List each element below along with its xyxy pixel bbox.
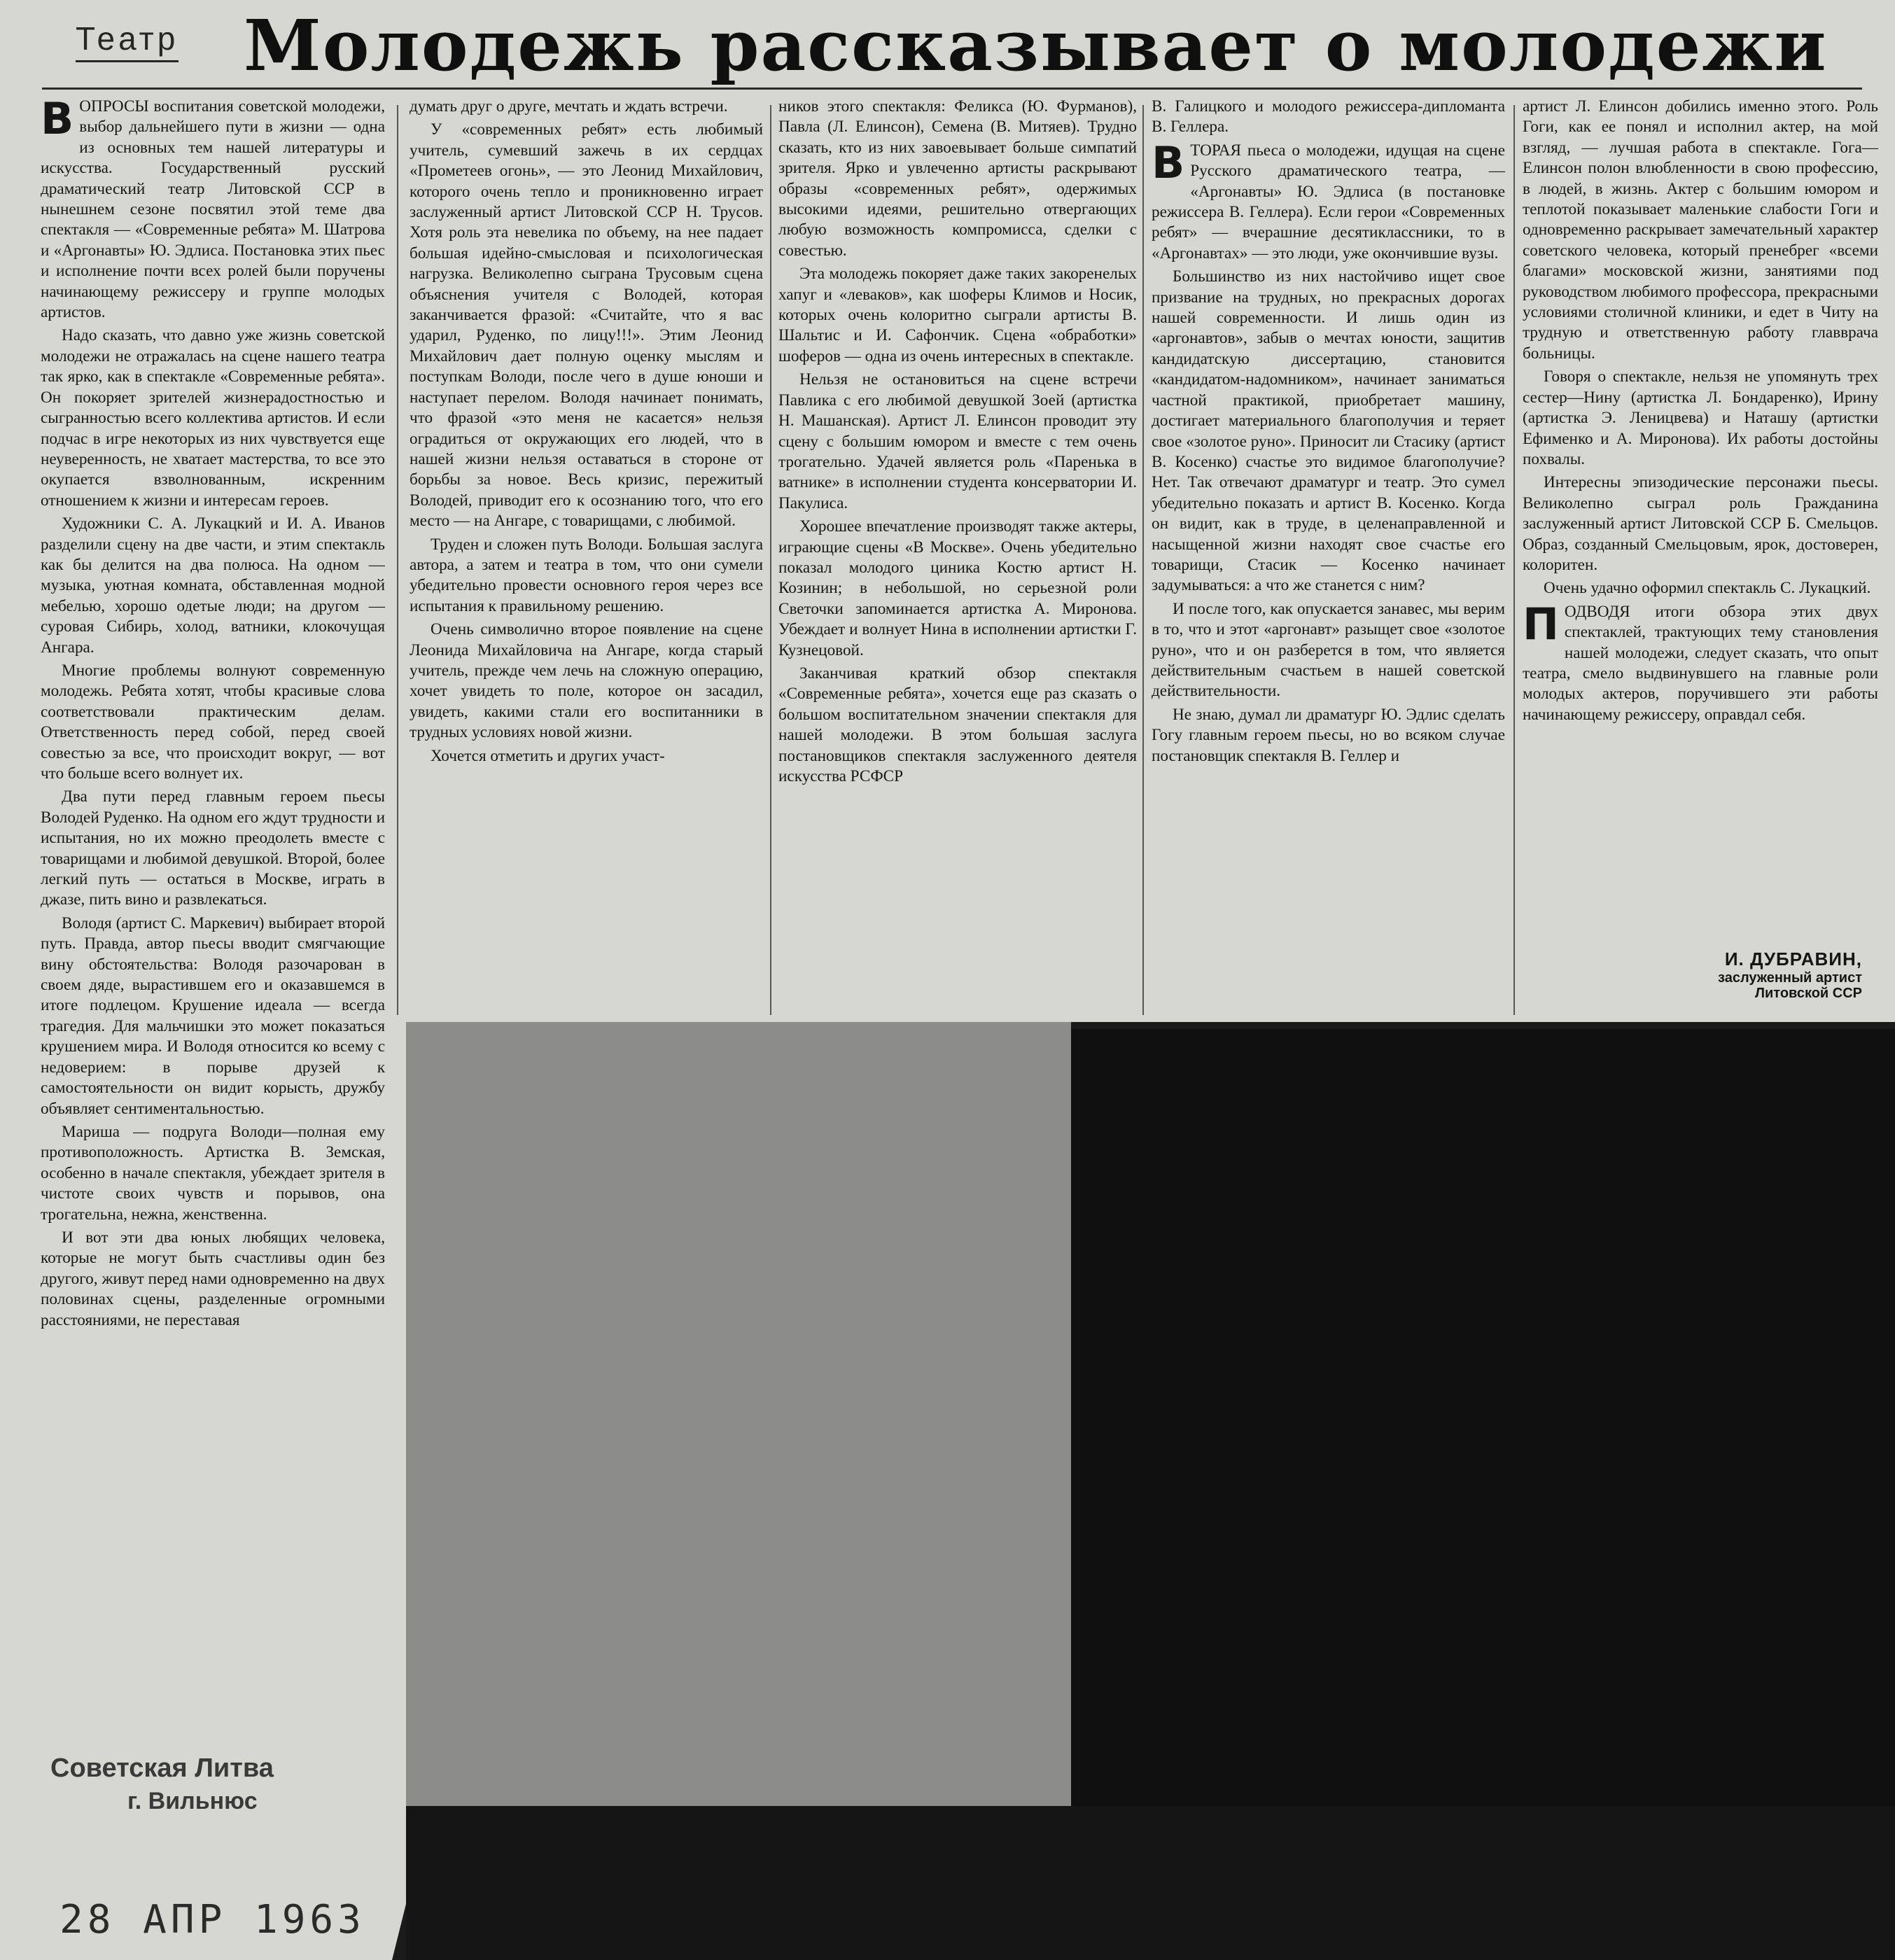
article-paragraph: [410, 120, 763, 531]
paragraph-text: Два пути перед главным героем пьесы Володей Руденко. На одном его ждут трудности и испытания, но их можно преодолеть вместе с товарищами и любимой девушкой. Второй, более легкий путь — остаться в Москве, играть в джазе, пить вино и развлекаться.: [41, 788, 385, 909]
paragraph-text: Хорошее впечатление производят также актеры, играющие сцены «В Москве». Очень убедительно показал молодого циника Костю артист Н. Козинин; в небольшой, но серьезной роли Светочки запоминается артистка А. Миронова. Убеждает и волнует Нина в исполнении артистки Г. Кузнецовой.: [778, 517, 1137, 659]
paragraph-text: ОДВОДЯ итоги обзора этих двух спектаклей, трактующих тему становления нашей молодежи, следует сказать, что опыт театра, смело выдвинувшего на главные роли молодых актеров, поручившего эти работы начинающему режиссеру, оправдал себя.: [1523, 602, 1878, 724]
paragraph-text: Художники С. А. Лукацкий и И. А. Иванов разделили сцену на две части, и этим спектакль как бы делится на два полюса. На одном — музыка, уютная комната, обставленная модной мебелью, хорошо одетые люди; на другом — суровая Сибирь, холод, ватники, клокочущая Ангара.: [41, 514, 385, 657]
article-paragraph: [778, 97, 1137, 261]
gray-backing: [406, 1022, 1071, 1806]
article-paragraph: [1152, 136, 1505, 264]
article-paragraph: [778, 517, 1137, 661]
article-paragraph: [410, 746, 763, 766]
author-signature: [1624, 948, 1862, 1001]
paragraph-text: Очень удачно оформил спектакль С. Лукацкий.: [1544, 579, 1871, 598]
paragraph-text: Говоря о спектакле, нельзя не упомянуть трех сестер—Нину (артистка Л. Бондаренко), Ирину (артистка Э. Леницвева) и Наташу (артистки Ефименко и А. Миронова). Их работы достойны похвалы.: [1523, 368, 1878, 468]
article-paragraph: [1152, 599, 1505, 702]
article-paragraph: [1152, 97, 1505, 138]
newspaper-source-stamp: [50, 1754, 274, 1815]
paragraph-text: Интересны эпизодические персонажи пьесы. Великолепно сыграл роль Гражданина заслуженный артист Литовской ССР Б. Смельцов. Образ, созданный Смельцовым, ярок, достоверен, колоритен.: [1523, 473, 1878, 574]
article-paragraph: [41, 787, 385, 910]
article-column-5: [1523, 97, 1878, 1021]
article-paragraph: [1152, 267, 1505, 596]
paragraph-text: думать друг о друге, мечтать и ждать встречи.: [410, 97, 728, 115]
section-rubric: Театр: [76, 20, 179, 62]
article-paragraph: [1523, 598, 1878, 725]
article-paragraph: [41, 1122, 385, 1225]
article-paragraph: [1523, 472, 1878, 575]
newspaper-name: Советская Литва: [50, 1754, 274, 1783]
column-divider: [397, 105, 398, 1015]
article-paragraph: [1523, 97, 1878, 364]
paragraph-text: И после того, как опускается занавес, мы верим в то, что и этот «аргонавт» разыщет свое «золотое руно», что и он разберется в том, что является действительным счастьем в нашей советской действительности.: [1152, 599, 1505, 701]
article-headline: Молодежь рассказывает о молодежи: [244, 4, 1828, 87]
article-paragraph: [41, 1228, 385, 1331]
article-paragraph: [778, 264, 1137, 367]
bottom-backing: [406, 1806, 1895, 1960]
column-divider: [770, 105, 771, 1015]
article-column-4: [1152, 97, 1505, 1021]
paragraph-text: Нельзя не остановиться на сцене встречи Павлика с его любимой девушкой Зоей (артистка Н. Машанская). Артист Л. Елинсон проводит эту сцену с большим юмором и вместе с тем очень трогательно. Удачей является роль «Паренька в ватнике» в исполнении студента консерватории И. Пакулиса.: [778, 370, 1137, 512]
paragraph-text: ТОРАЯ пьеса о молодежи, идущая на сцене Русского драматического театра, — «Аргонавты» Ю. Эдлиса (в постановке режиссера В. Геллера). Если герои «Современных ребят» — вчерашние десятиклассники, то в «Аргонавтах» — это люди, уже окончившие вузы.: [1152, 141, 1505, 262]
paragraph-text: артист Л. Елинсон добились именно этого. Роль Гоги, как ее понял и исполнил актер, на мой взгляд, — лучшая работа в спектакле. Гога—Елинсон полон влюбленности в свою профессию, в людей, в жизнь. Актер с большим юмором и теплотой показывает маленькие слабости Гоги и одновременно раскрывает замечательный характер советского человека, который пренебрег «всеми благами» московской жизни, занятиями под руководством любимого профессора, прекрасными условиями столичной клиники, и едет в Читу на трудную и ответственную работу главврача больницы.: [1523, 97, 1878, 363]
paragraph-text: Многие проблемы волнуют современную молодежь. Ребята хотят, чтобы красивые слова соответствовали практическим делам. Ответственность перед собой, перед своей совестью за все, что происходит вокруг, — вот что больше всего волнует их.: [41, 661, 385, 783]
drop-cap: П: [1523, 598, 1559, 650]
article-paragraph: [41, 661, 385, 784]
paragraph-text: Володя (артист С. Маркевич) выбирает второй путь. Правда, автор пьесы вводит смягчающие вину обстоятельства: Володя разочарован в своем дяде, вырастившем его и оказавшемся в итоге подлецом. Крушение идеала — всегда трагедия. Для мальчишки это может показаться крушением мира. И Володя относится ко всему с недоверием: в порыве друзей к самостоятельности он видит корысть, дружбу объявляет сентиментальностью.: [41, 913, 385, 1118]
column-divider: [1513, 105, 1515, 1015]
column-divider: [1142, 105, 1144, 1015]
header-rule: [42, 88, 1862, 90]
paragraph-text: Труден и сложен путь Володи. Большая заслуга автора, а затем и театра в том, что они сумели убедительно провести основного героя через все испытания к правильному решению.: [410, 535, 763, 615]
paragraph-text: Заканчивая краткий обзор спектакля «Современные ребята», хочется еще раз сказать о большом воспитательном значении спектакля для нашей молодежи. В этом большая заслуга постановщиков спектакля заслуженного деятеля искусства РСФСР: [778, 664, 1137, 785]
article-paragraph: [410, 620, 763, 743]
drop-cap: В: [41, 93, 74, 144]
paragraph-text: Очень символично второе появление на сцене Леонида Михайловича на Ангаре, когда старый учитель, прежде чем лечь на сложную операцию, хочет увидеть то поле, которое он засадил, увидеть, какими стали его воспитанники в трудных условиях новой жизни.: [410, 620, 763, 742]
article-paragraph: [41, 514, 385, 658]
paragraph-text: В. Галицкого и молодого режиссера-дипломанта В. Геллера.: [1152, 97, 1505, 136]
paragraph-text: Хочется отметить и других участ-: [431, 746, 665, 765]
paragraph-text: ОПРОСЫ воспитания советской молодежи, выбор дальнейшего пути в жизни — одна из основных тем нашей литературы и искусства. Государственный русский драматический театр Литовской ССР в нынешнем сезоне посвятил этой теме два спектакля — «Современные ребята» М. Шатрова и «Аргонавты» Ю. Эдлиса. Постановка этих пьес и исполнение почти всех ролей были поручены начинающему режиссеру и группе молодых артистов.: [41, 97, 385, 322]
article-paragraph: [778, 370, 1137, 514]
paragraph-text: Большинство из них настойчиво ищет свое призвание на трудных, но прекрасных дорогах нашей современности. И лишь один из «аргонавтов», забыв о мечтах юности, защитив кандидатскую диссертацию, становится «кандидатом-надомником», начинает заниматься частной практикой, приобретает машину, достигает материального благополучия и теряет свое «золотое руно». Приносит ли Стасику (артист В. Косенко) счастье это видимое благополучие? Нет. Так отвечают драматург и театр. Это сумел убедительно показать и артист В. Косенко. Когда он видит, как в труде, в целенаправленной и насыщенной жизни находят свое счастье его товарищи, Стасик — Косенко начинает задумываться: а что же станется с ним?: [1152, 267, 1505, 595]
paragraph-text: И вот эти два юных любящих человека, которые не могут быть счастливы один без другого, живут перед нами одновременно на двух половинах сцены, разделенные огромными расстояниями, не переставая: [41, 1228, 385, 1329]
article-paragraph: [1523, 367, 1878, 470]
article-paragraph: [1152, 705, 1505, 766]
article-paragraph: [41, 93, 385, 323]
article-paragraph: [778, 664, 1137, 787]
article-paragraph: [41, 913, 385, 1119]
author-title-2: Литовской ССР: [1754, 986, 1862, 1001]
author-title: заслуженный артист: [1718, 970, 1862, 986]
article-column-3: [778, 97, 1137, 1021]
article-paragraph: [41, 326, 385, 511]
article-column-2: [410, 97, 763, 1021]
paragraph-text: Эта молодежь покоряет даже таких закоренелых хапуг и «леваков», как шоферы Климов и Носик, которых очень колоритно сыграли артисты В. Шальтис и И. Сафончик. Сцена «обработки» шоферов — одна из очень интересных в спектакле.: [778, 265, 1137, 365]
article-column-1: [41, 93, 385, 1749]
paragraph-text: Мариша — подруга Володи—полная ему противоположность. Артистка В. Земская, особенно в начале спектакля, убеждает зрителя в чистоте своих чувств и порывов, она трогательна, нежна, женственна.: [41, 1122, 385, 1224]
newspaper-city: г. Вильнюс: [127, 1788, 258, 1814]
drop-cap: В: [1152, 136, 1185, 188]
article-header: [63, 6, 1855, 93]
date-stamp: 28 АПР 1963: [60, 1897, 365, 1942]
author-name: И. ДУБРАВИН,: [1724, 948, 1862, 969]
paragraph-text: ников этого спектакля: Феликса (Ю. Фурманов), Павла (Л. Елинсон), Семена (В. Митяев). Трудно сказать, кто из них завоевывает больше симпатий зрителя. Ярко и увлеченно артисты раскрывают образы «современных ребят», одержимых высокими идеями, решительно отвергающих любую возможность компромисса, сделки с совестью.: [778, 97, 1137, 260]
paragraph-text: У «современных ребят» есть любимый учитель, сумевший зажечь в их сердцах «Прометеев огонь», — это Леонид Михайлович, которого очень тепло и проникновенно играет заслуженный артист Литовской ССР Н. Трусов. Хотя роль эта невелика по объему, на нее падает большая идейно-смысловая и психологическая нагрузка. Великолепно сыграна Трусовым сцена объяснения учителя с Володей, которая заканчивается фразой: «Считайте, что я вас ударил, Руденко, по лицу!!!». Этим Леонид Михайлович дает полную оценку мыслям и поступкам Володи, после чего в душе юноши и наступает перелом. Володя начинает понимать, что фразой «это меня не касается» нельзя оградиться от окружающих его людей, что в нашей жизни нельзя оставаться в стороне от борьбы за новое. Весь кризис, пережитый Володей, приводит его к осознанию того, что его место — на Ангаре, с товарищами, с любимой.: [410, 120, 763, 531]
article-paragraph: [410, 535, 763, 617]
paragraph-text: Надо сказать, что давно уже жизнь советской молодежи не отражалась на сцене нашего театра так ярко, как в спектакле «Современные ребята». Он покоряет зрителей жизнерадостностью и сыгранностью всего коллектива артистов. И если подчас в игре некоторых из них чувствуется еще неуверенность, не хватает мастерства, то все это окупается взволнованным, искренним отношением к жизни и интересам героев.: [41, 326, 385, 510]
paragraph-text: Не знаю, думал ли драматург Ю. Эдлис сделать Гогу главным героем пьесы, но во всяком случае постановщик спектакля В. Геллер и: [1152, 705, 1505, 765]
article-paragraph: [410, 97, 763, 117]
article-paragraph: [1523, 578, 1878, 598]
